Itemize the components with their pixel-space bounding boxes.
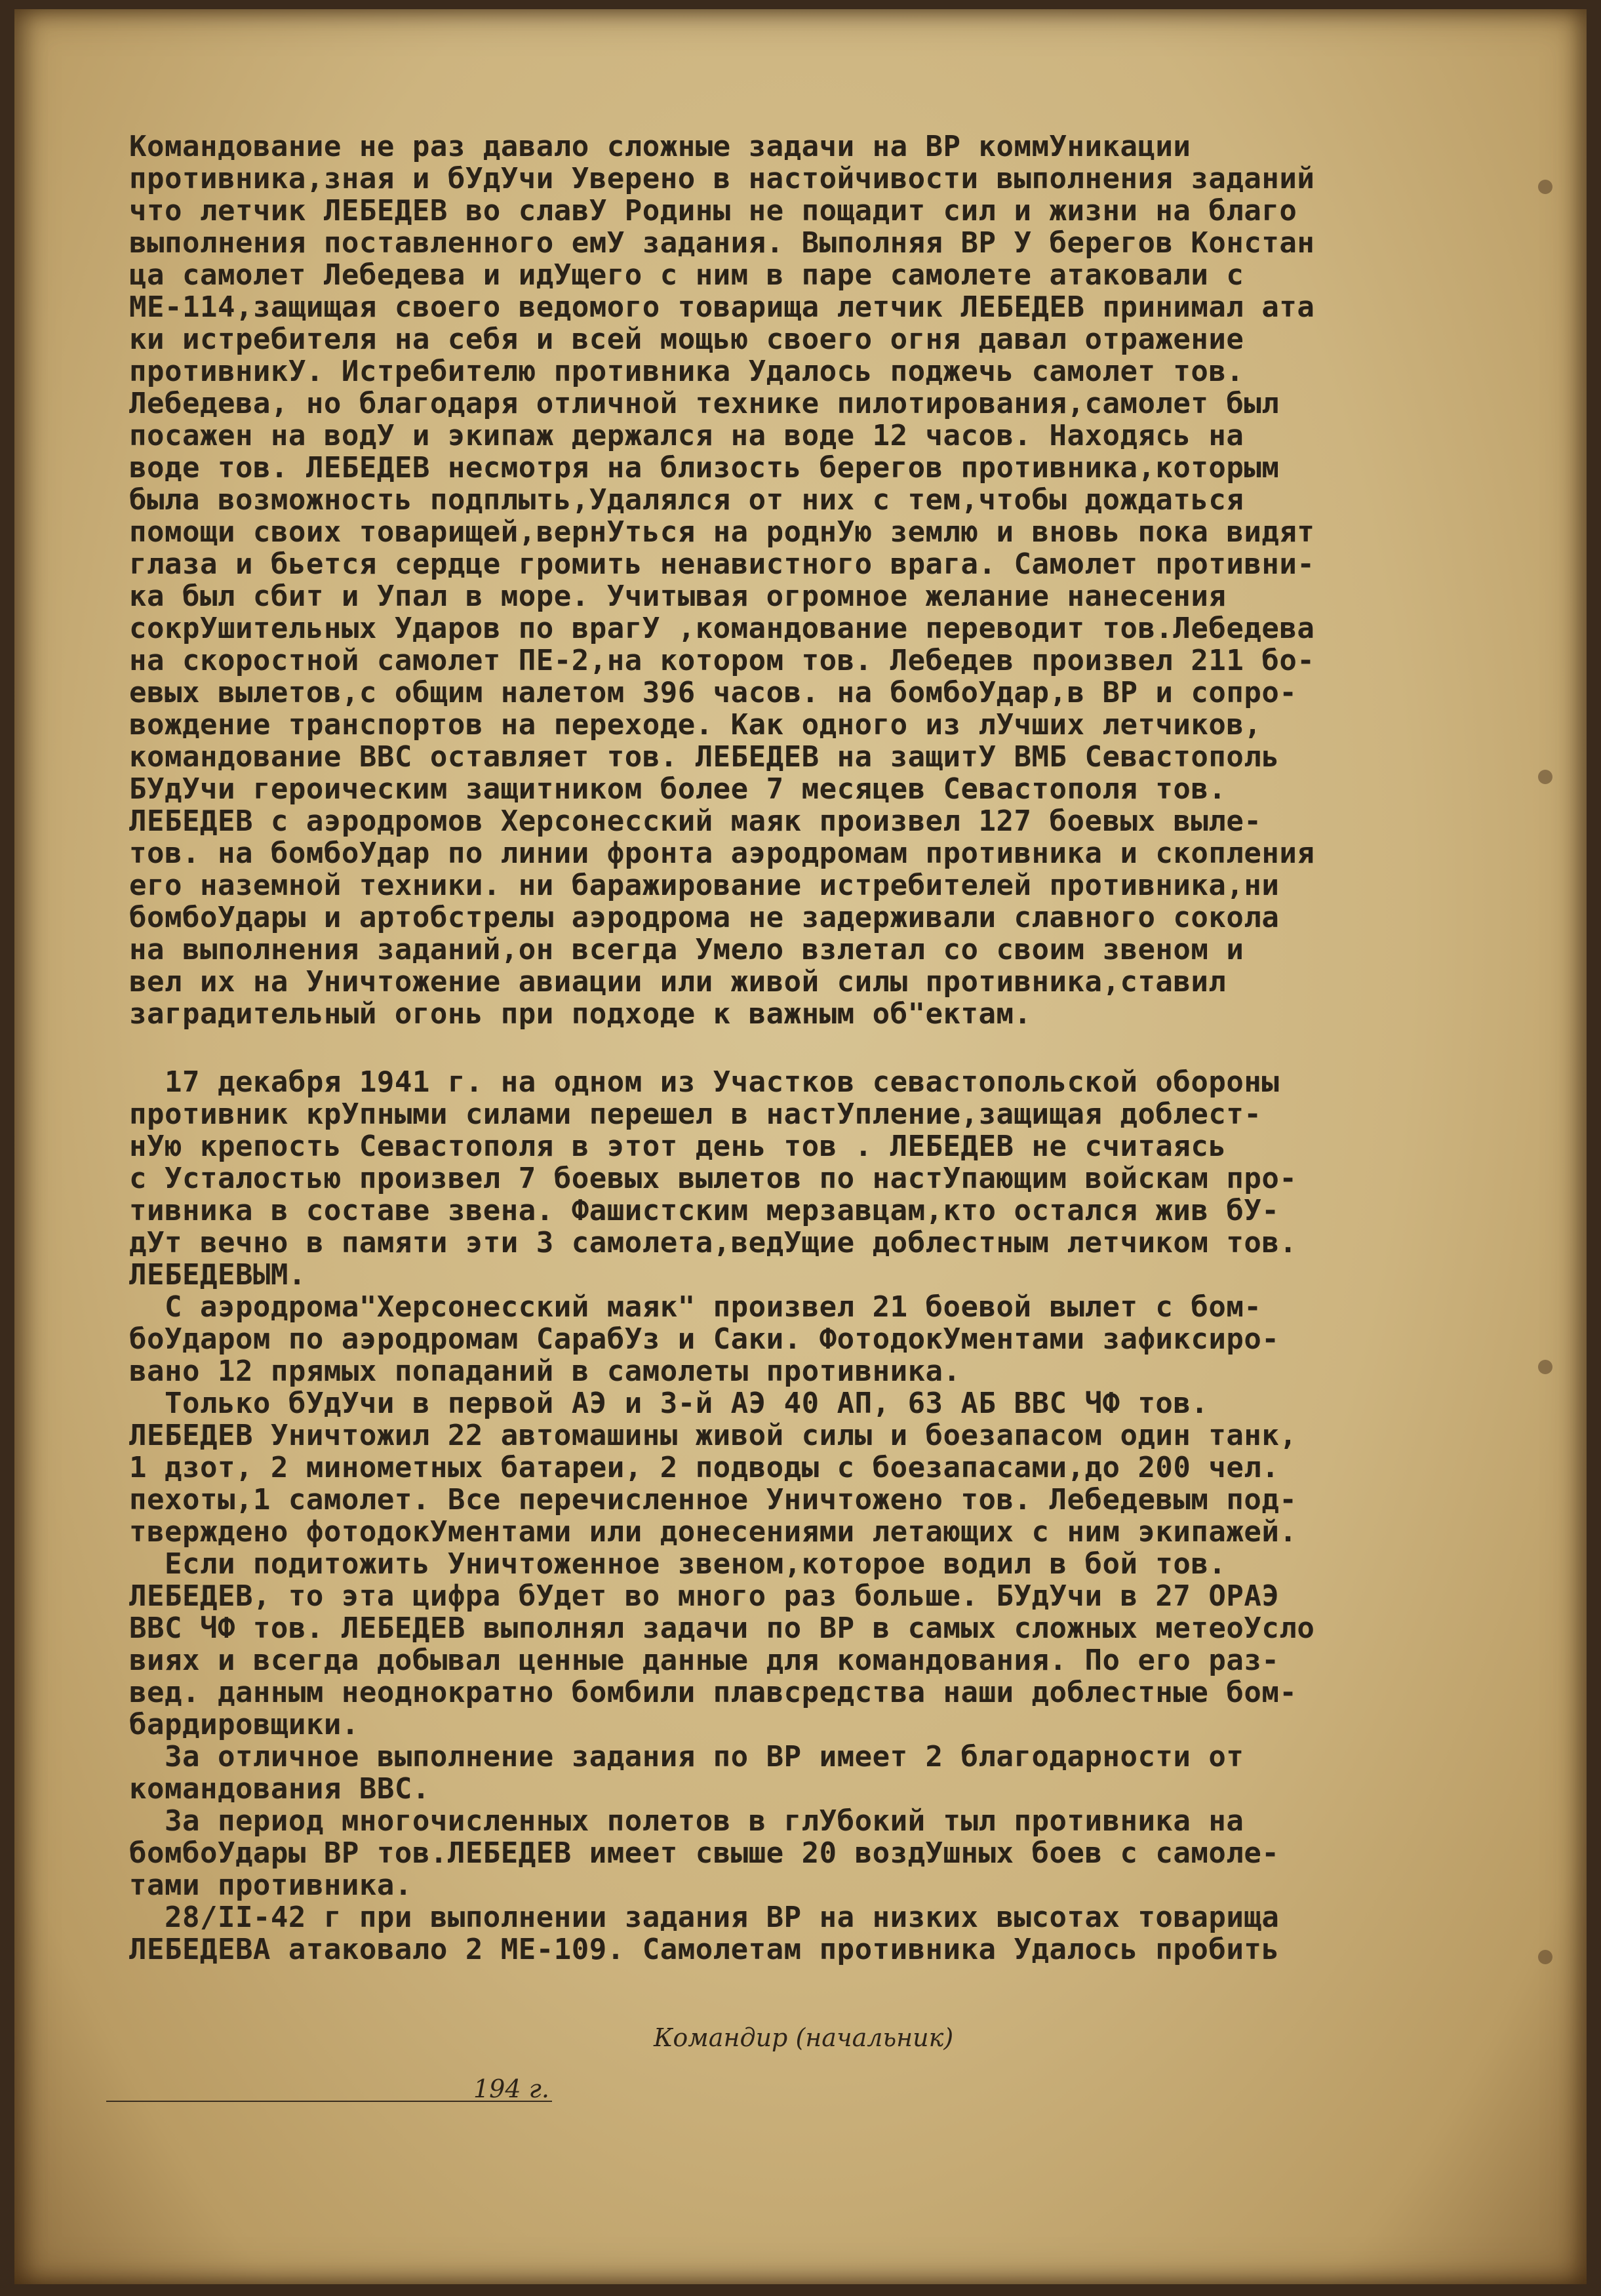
text-line: виях и всегда добывал ценные данные для командования. По его раз- [129,1644,1280,1676]
text-line: вед. данным неоднократно бомбили плавсредства наши доблестные бом- [129,1676,1297,1709]
binder-hole [1538,1950,1552,1964]
text-line: командование ВВС оставляет тов. ЛЕБЕДЕВ на защитУ ВМБ Севастополь [129,741,1280,773]
text-line: с Усталостью произвел 7 боевых вылетов по настУпающим войскам про- [129,1162,1297,1195]
text-line: 1 дзот, 2 минометных батареи, 2 подводы с боезапасами,до 200 чел. [129,1452,1280,1484]
text-line: бомбоУдары ВР тов.ЛЕБЕДЕВ имеет свыше 20 воздУшных боев с самоле- [129,1837,1280,1869]
text-line: противника,зная и бУдУчи Уверено в настойчивости выполнения заданий [129,163,1315,195]
text-line: Лебедева, но благодаря отличной технике пилотирования,самолет был [129,387,1280,420]
text-line: ЛЕБЕДЕВ Уничтожил 22 автомашины живой силы и боезапасом один танк, [129,1419,1297,1452]
binder-hole [1538,1360,1552,1374]
text-line: вел их на Уничтожение авиации или живой силы противника,ставил [129,966,1227,998]
text-line: За период многочисленных полетов в глУбокий тыл противника на [129,1805,1244,1837]
text-line: бардировщики. [129,1709,359,1741]
text-line: тивника в составе звена. Фашистским мерзавцам,кто остался жив бУ- [129,1195,1280,1227]
text-line: глаза и бьется сердце громить ненавистного врага. Самолет противни- [129,548,1315,580]
text-line: тами противника. [129,1869,412,1901]
text-line: 17 декабря 1941 г. на одном из Участков севастопольской обороны [129,1066,1280,1098]
text-line: тверждено фотодокУментами или донесениями летающих с ним экипажей. [129,1516,1297,1548]
text-line: Если подитожить Уничтоженное звеном,которое водил в бой тов. [129,1548,1227,1580]
text-line: ЛЕБЕДЕВЫМ. [129,1259,306,1291]
text-line: ка был сбит и Упал в море. Учитывая огромное желание нанесения [129,580,1227,612]
text-line: боУдаром по аэродромам СарабУз и Саки. ФотодокУментами зафиксиро- [129,1323,1280,1355]
text-line: ВВС ЧФ тов. ЛЕБЕДЕВ выполнял задачи по ВР в самых сложных метеоУсло [129,1612,1315,1644]
text-line: пехоты,1 самолет. Все перечисленное Уничтожено тов. Лебедевым под- [129,1484,1297,1516]
text-line: ки истребителя на себя и всей мощью своего огня давал отражение [129,323,1244,355]
document-sheet [14,9,1587,2284]
text-line: 28/II-42 г при выполнении задания ВР на низких высотах товарища [129,1901,1280,1933]
text-line: сокрУшительных Ударов по врагУ ,командование переводит тов.Лебедева [129,612,1315,644]
text-line: что летчик ЛЕБЕДЕВ во славУ Родины не пощадит сил и жизни на благо [129,195,1297,227]
text-line: ЛЕБЕДЕВ, то эта цифра бУдет во много раз больше. БУдУчи в 27 ОРАЭ [129,1580,1280,1612]
text-line: воде тов. ЛЕБЕДЕВ несмотря на близость берегов противника,которым [129,452,1280,484]
text-line: была возможность подплыть,Удалялся от них с тем,чтобы дождаться [129,484,1244,516]
text-line: ца самолет Лебедева и идУщего с ним в паре самолете атаковали с [129,259,1244,291]
binder-holes [1538,180,1555,2015]
text-line: Только бУдУчи в первой АЭ и 3-й АЭ 40 АП, 63 АБ ВВС ЧФ тов. [129,1387,1209,1419]
text-line: ЛЕБЕДЕВ с аэродромов Херсонесский маяк произвел 127 боевых выле- [129,805,1262,837]
text-line: противник крУпными силами перешел в настУпление,защищая доблест- [129,1098,1262,1130]
typed-text-body [129,130,1539,1966]
text-line: посажен на водУ и экипаж держался на воде 12 часов. Находясь на [129,420,1244,452]
text-line: нУю крепость Севастополя в этот день тов . ЛЕБЕДЕВ не считаясь [129,1130,1227,1162]
text-line: Командование не раз давало сложные задачи на ВР коммУникации [129,130,1191,163]
text-line: За отличное выполнение задания по ВР имеет 2 благодарности от [129,1741,1244,1773]
text-line: его наземной техники. ни баражирование истребителей противника,ни [129,869,1280,901]
binder-hole [1538,180,1552,194]
text-line: на выполнения заданий,он всегда Умело взлетал со своим звеном и [129,934,1244,966]
paragraph-block-1 [129,130,1539,1030]
text-line: вано 12 прямых попаданий в самолеты противника. [129,1355,961,1387]
text-line: помощи своих товарищей,вернУться на роднУю землю и вновь пока видят [129,516,1315,548]
paragraph-gap [129,1030,1539,1066]
text-line: ЛЕБЕДЕВА атаковало 2 МЕ-109. Самолетам противника Удалось пробить [129,1933,1280,1966]
text-line: дУт вечно в памяти эти 3 самолета,ведУщие доблестным летчиком тов. [129,1227,1297,1259]
text-line: выполнения поставленного емУ задания. Выполняя ВР У берегов Констан [129,227,1315,259]
text-line: БУдУчи героическим защитником более 7 месяцев Севастополя тов. [129,773,1227,805]
binder-hole [1538,770,1552,784]
text-line: МЕ-114,защищая своего ведомого товарища летчик ЛЕБЕДЕВ принимал ата [129,291,1315,323]
text-line: противникУ. Истребителю противника Удалось поджечь самолет тов. [129,355,1244,387]
commander-label: Командир (начальник) [654,2023,954,2052]
text-line: тов. на бомбоУдар по линии фронта аэродромам противника и скопления [129,837,1315,869]
text-line: бомбоУдары и артобстрелы аэродрома не задерживали славного сокола [129,901,1280,934]
paragraph-block-2 [129,1066,1539,1966]
text-line: вождение транспортов на переходе. Как одного из лУчших летчиков, [129,709,1262,741]
text-line: С аэродрома"Херсонесский маяк" произвел 21 боевой вылет с бом- [129,1291,1262,1323]
year-label: 194 г. [473,2074,549,2103]
text-line: заградительный огонь при подходе к важным об"ектам. [129,998,1032,1030]
text-line: евых вылетов,с общим налетом 396 часов. на бомбоУдар,в ВР и сопро- [129,677,1297,709]
text-line: на скоростной самолет ПЕ-2,на котором тов. Лебедев произвел 211 бо- [129,644,1315,677]
text-line: командования ВВС. [129,1773,430,1805]
